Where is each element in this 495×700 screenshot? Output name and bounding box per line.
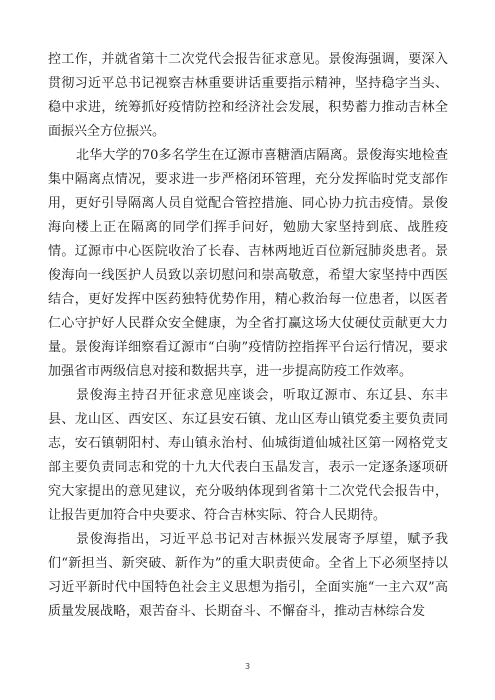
page-number: 3 (244, 662, 251, 671)
document-body (48, 48, 448, 624)
paragraph-4: 景俊海指出，习近平总书记对吉林振兴发展寄予厚望，赋予我们“新担当、新突破、新作为”的重大职责使命。全省上下必须坚持以习近平新时代中国特色社会主义思想为指引，全面实施“一主六双”高质量发展战略，艰苦奋斗、长期奋斗、不懈奋斗，推动吉林综合发 (48, 532, 448, 619)
paragraph-2: 北华大学的70多名学生在辽源市喜糖酒店隔离。景俊海实地检查集中隔离点情况，要求进一步严格闭环管理，充分发挥临时党支部作用，更好引导隔离人员自觉配合管控措施、同心协力抗击疫情。景俊海向楼上正在隔离的同学们挥手问好，勉励大家坚持到底、战胜疫情。辽源市中心医院收治了长春、吉林两地近百位新冠肺炎患者。景俊海向一线医护人员致以亲切慰问和崇高敬意，希望大家坚持中西医结合，更好发挥中医药独特优势作用，精心救治每一位患者，以医者仁心守护好人民群众安全健康，为全省打赢这场大仗硬仗贡献更大力量。景俊海详细察看辽源市“白驹”疫情防控指挥平台运行情况，要求加强省市两级信息对接和数据共享，进一步提高防疫工作效率。 (48, 148, 448, 379)
paragraph-3: 景俊海主持召开征求意见座谈会，听取辽源市、东辽县、东丰县、龙山区、西安区、东辽县安石镇、龙山区寿山镇党委主要负责同志，安石镇朝阳村、寿山镇永治村、仙城街道仙城社区第一网格党支部主要负责同志和党的十九大代表白玉晶发言，表示一定逐条逐项研究大家提出的意见建议，充分吸纳体现到省第十二次党代会报告中，让报告更加符合中央要求、符合吉林实际、符合人民期待。 (48, 388, 448, 523)
paragraph-1: 控工作，并就省第十二次党代会报告征求意见。景俊海强调，要深入贯彻习近平总书记视察吉林重要讲话重要指示精神，坚持稳字当头、稳中求进，统筹抓好疫情防控和经济社会发展，积势蓄力推动吉林全面振兴全方位振兴。 (48, 52, 448, 139)
